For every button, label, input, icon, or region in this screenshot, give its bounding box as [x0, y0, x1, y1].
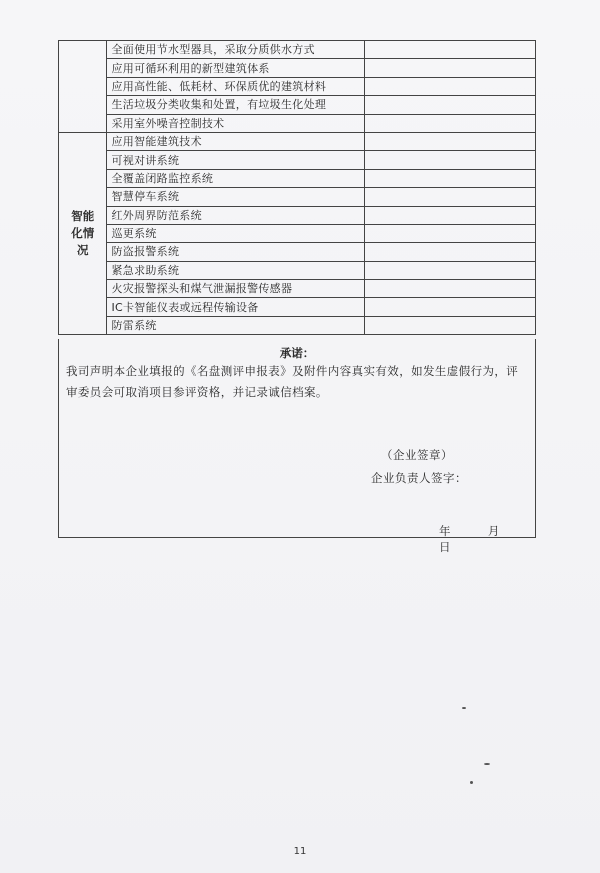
value-cell — [365, 298, 536, 316]
scan-speck — [484, 763, 490, 765]
table-row — [59, 114, 536, 132]
value-cell — [365, 41, 536, 59]
company-stamp-label: （企业签章） — [381, 448, 453, 462]
item-cell: 火灾报警探头和煤气泄漏报警传感器 — [107, 280, 365, 298]
table-row — [59, 206, 536, 224]
value-cell — [365, 132, 536, 150]
item-cell: 紧急求助系统 — [107, 261, 365, 279]
item-cell: 智慧停车系统 — [107, 188, 365, 206]
item-cell: 全覆盖闭路监控系统 — [107, 169, 365, 187]
value-cell — [365, 96, 536, 114]
value-cell — [365, 77, 536, 95]
value-cell — [365, 206, 536, 224]
item-cell: 红外周界防范系统 — [107, 206, 365, 224]
value-cell — [365, 169, 536, 187]
signer-label: 企业负责人签字： — [371, 471, 467, 485]
item-cell: 应用高性能、低耗材、环保质优的建筑材料 — [107, 77, 365, 95]
category-cell-upper — [59, 41, 107, 133]
year-label: 年 — [439, 524, 451, 538]
day-label: 日 — [439, 540, 451, 554]
table-row — [59, 132, 536, 150]
table-row — [59, 316, 536, 334]
item-cell: 采用室外噪音控制技术 — [107, 114, 365, 132]
table-row — [59, 169, 536, 187]
month-label: 月 — [487, 524, 500, 538]
evaluation-table — [58, 40, 536, 335]
item-cell: 应用智能建筑技术 — [107, 132, 365, 150]
value-cell — [365, 224, 536, 242]
item-cell: 应用可循环利用的新型建筑体系 — [107, 59, 365, 77]
table-row — [59, 41, 536, 59]
table-body — [59, 41, 536, 335]
table-row — [59, 224, 536, 242]
scan-speck — [462, 707, 466, 709]
promise-section — [58, 339, 536, 554]
table-row — [59, 261, 536, 279]
value-cell — [365, 151, 536, 169]
table-row — [59, 77, 536, 95]
page-number: 11 — [293, 846, 307, 857]
item-cell: 全面使用节水型器具，采取分质供水方式 — [107, 41, 365, 59]
scan-speck — [470, 781, 473, 784]
table-row — [59, 151, 536, 169]
item-cell: 生活垃圾分类收集和处置，有垃圾生化处理 — [107, 96, 365, 114]
item-cell: 巡更系统 — [107, 224, 365, 242]
table-row — [59, 188, 536, 206]
date-line — [439, 523, 535, 555]
table-row — [59, 243, 536, 261]
item-cell: 防雷系统 — [107, 316, 365, 334]
table-row — [59, 59, 536, 77]
table-row — [59, 298, 536, 316]
category-label: 智能化情况 — [71, 209, 95, 258]
value-cell — [365, 243, 536, 261]
item-cell: 可视对讲系统 — [107, 151, 365, 169]
value-cell — [365, 261, 536, 279]
value-cell — [365, 316, 536, 334]
item-cell: 防盗报警系统 — [107, 243, 365, 261]
value-cell — [365, 59, 536, 77]
table-row — [59, 280, 536, 298]
category-cell-smart — [59, 132, 107, 334]
promise-title: 承诺： — [279, 346, 315, 360]
value-cell — [365, 280, 536, 298]
item-cell: IC卡智能仪表或远程传输设备 — [107, 298, 365, 316]
value-cell — [365, 188, 536, 206]
value-cell — [365, 114, 536, 132]
table-row — [59, 96, 536, 114]
promise-text: 我司声明本企业填报的《名盘测评申报表》及附件内容真实有效，如发生虚假行为，评审委员会可取消项目参评资格，并记录诚信档案。 — [66, 364, 519, 399]
